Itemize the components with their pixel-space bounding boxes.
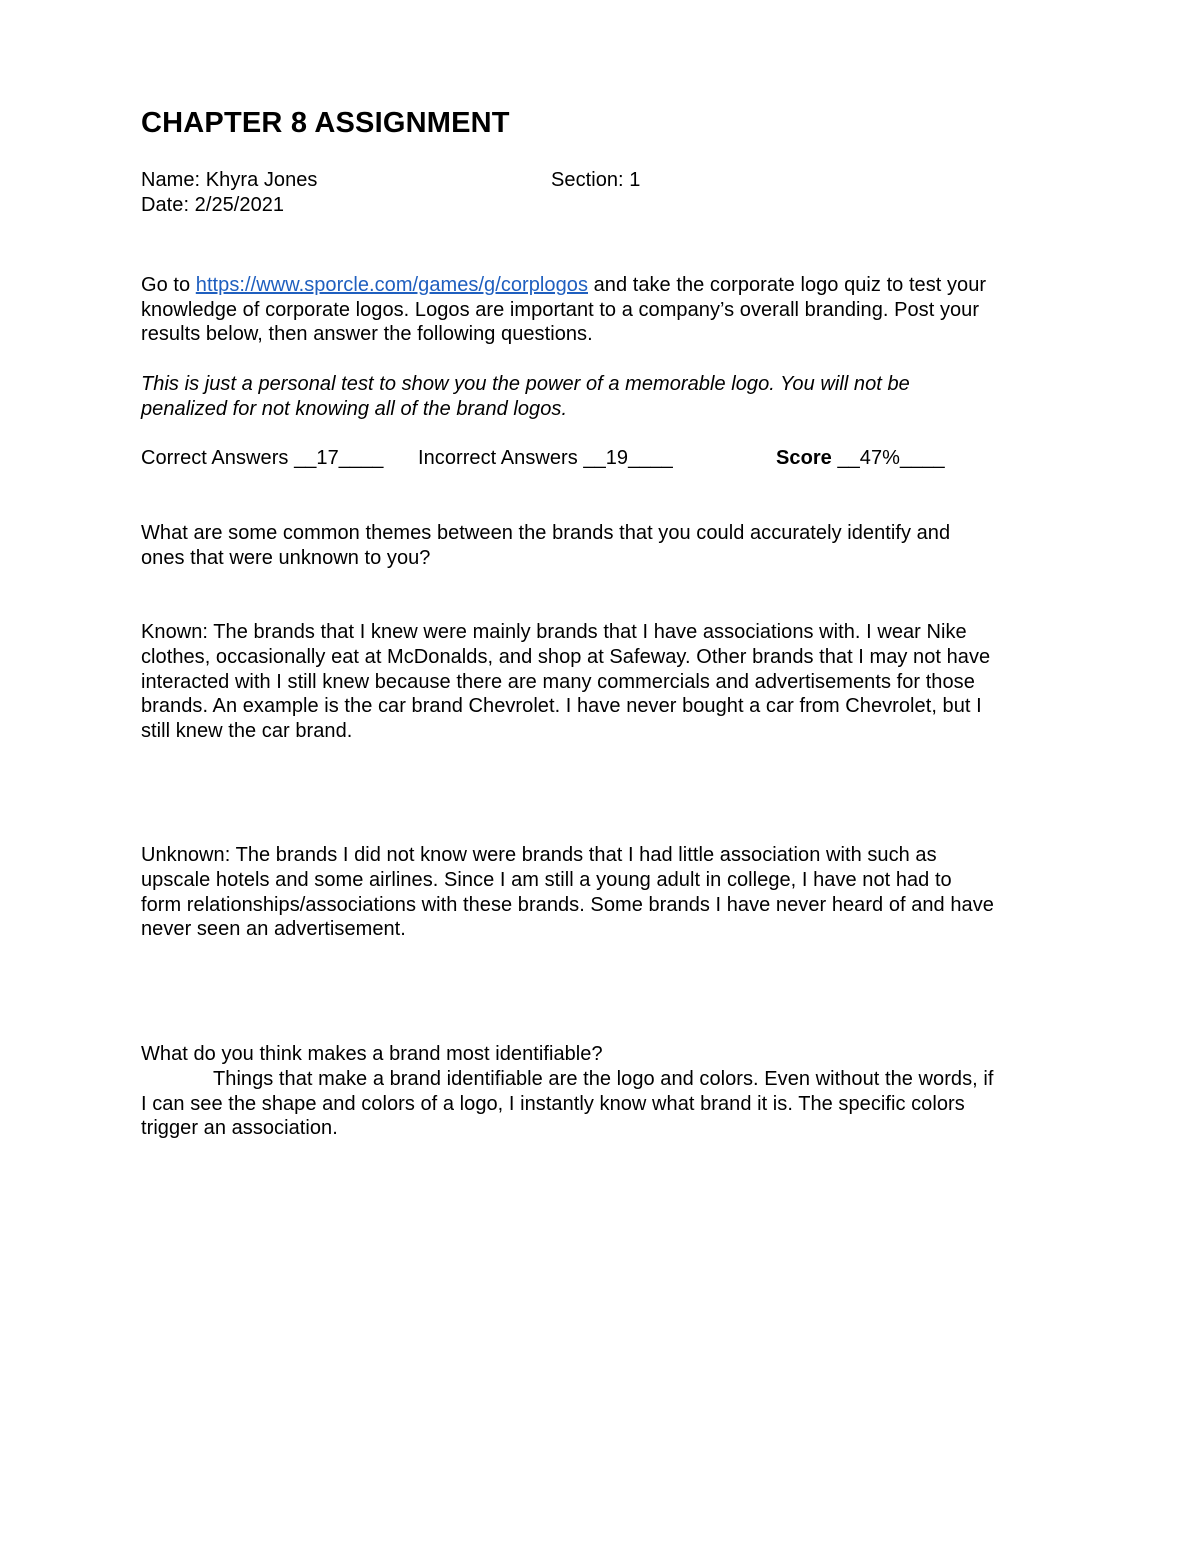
intro-line-3: results below, then answer the following questions. xyxy=(141,323,593,345)
note-line-2: penalized for not knowing all of the brand logos. xyxy=(141,398,568,420)
intro-line-2: knowledge of corporate logos. Logos are important to a company’s overall branding. Post your xyxy=(141,299,980,321)
section-number: Section: 1 xyxy=(551,169,641,191)
assignment-date: Date: 2/25/2021 xyxy=(141,194,285,216)
question-2-answer-line-3: trigger an association. xyxy=(141,1117,338,1139)
score xyxy=(776,446,945,471)
student-name: Name: Khyra Jones xyxy=(141,169,318,191)
unknown-answer-line-3: form relationships/associations with these brands. Some brands I have never heard of and have xyxy=(141,894,994,916)
question-1-line-2: ones that were unknown to you? xyxy=(141,547,431,569)
unknown-answer-line-2: upscale hotels and some airlines. Since I am still a young adult in college, I have not had to xyxy=(141,869,952,891)
quiz-link[interactable]: https://www.sporcle.com/games/g/corplogos xyxy=(195,274,588,296)
known-answer-line-4: brands. An example is the car brand Chevrolet. I have never bought a car from Chevrolet, but I xyxy=(141,695,982,717)
score-value: __47%____ xyxy=(831,447,945,469)
question-2-answer-line-1 xyxy=(141,1067,993,1092)
question-2-answer-text-1: Things that make a brand identifiable are the logo and colors. Even without the words, if xyxy=(213,1068,994,1090)
question-2-line-1: What do you think makes a brand most identifiable? xyxy=(141,1043,603,1065)
note-line-1: This is just a personal test to show you the power of a memorable logo. You will not be xyxy=(141,373,910,395)
assignment-title: CHAPTER 8 ASSIGNMENT xyxy=(141,107,510,139)
intro-line-1 xyxy=(141,273,986,298)
question-1-line-1: What are some common themes between the brands that you could accurately identify and xyxy=(141,522,951,544)
intro-prefix: Go to xyxy=(141,274,196,296)
incorrect-answers: Incorrect Answers __19____ xyxy=(418,447,673,469)
known-answer-line-5: still knew the car brand. xyxy=(141,720,353,742)
score-label: Score xyxy=(776,447,832,469)
known-answer-line-1: Known: The brands that I knew were mainly brands that I have associations with. I wear Nike xyxy=(141,621,967,643)
unknown-answer-line-1: Unknown: The brands I did not know were brands that I had little association with such as xyxy=(141,844,937,866)
correct-answers: Correct Answers __17____ xyxy=(141,447,384,469)
known-answer-line-3: interacted with I still knew because there are many commercials and advertisements for those xyxy=(141,671,975,693)
known-answer-line-2: clothes, occasionally eat at McDonalds, and shop at Safeway. Other brands that I may not have xyxy=(141,646,991,668)
question-2-answer-line-2: I can see the shape and colors of a logo, I instantly know what brand it is. The specific colors xyxy=(141,1093,965,1115)
intro-suffix: and take the corporate logo quiz to test your xyxy=(588,274,987,296)
unknown-answer-line-4: never seen an advertisement. xyxy=(141,918,406,940)
